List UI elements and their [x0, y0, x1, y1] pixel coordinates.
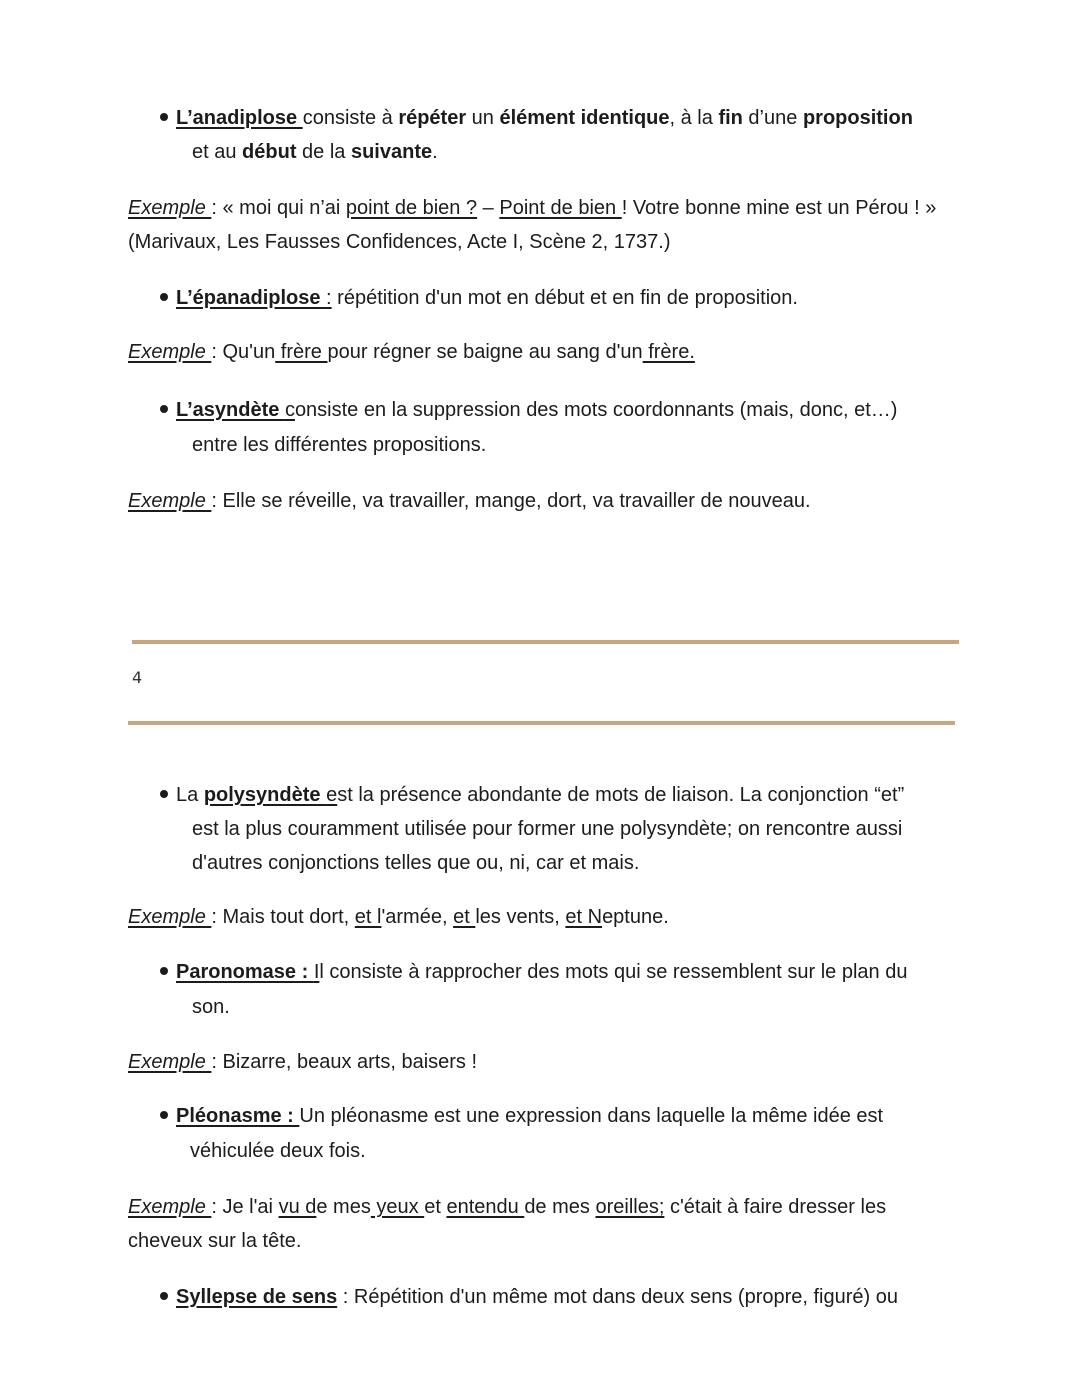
example-anadiplose: Exemple : « moi qui n’ai point de bien ? – Point de bien ! Votre bonne mine est un Pérou ! » — [128, 197, 937, 219]
polysyndete-item: La polysyndète est la présence abondante de mots de liaison. La conjonction “et” — [160, 781, 904, 809]
example-paronomase: Exemple : Bizarre, beaux arts, baisers ! — [128, 1051, 478, 1073]
bullet-icon — [160, 293, 168, 301]
bullet-icon — [160, 405, 168, 413]
pleonasme-item-cont: véhiculée deux fois. — [190, 1140, 366, 1162]
paronomase-item-cont: son. — [192, 996, 230, 1018]
bullet-icon — [160, 113, 168, 121]
example-asyndete: Exemple : Elle se réveille, va travailler, mange, dort, va travailler de nouveau. — [128, 490, 811, 512]
page-number: 4 — [132, 668, 143, 687]
anadiplose-item-cont: et au début de la suivante. — [192, 141, 438, 163]
example-pleonasme-cont: cheveux sur la tête. — [128, 1230, 302, 1252]
example-anadiplose-source: (Marivaux, Les Fausses Confidences, Acte I, Scène 2, 1737.) — [128, 231, 671, 253]
bullet-icon — [160, 790, 168, 798]
example-polysyndete: Exemple : Mais tout dort, et l'armée, et les vents, et Neptune. — [128, 906, 669, 928]
asyndete-item: L’asyndète consiste en la suppression des mots coordonnants (mais, donc, et…) — [160, 396, 897, 424]
page-rule-bottom — [128, 721, 955, 725]
paronomase-item: Paronomase : Il consiste à rapprocher des mots qui se ressemblent sur le plan du — [160, 958, 907, 986]
bullet-icon — [160, 1292, 168, 1300]
page-rule-top — [132, 640, 959, 644]
pleonasme-item: Pléonasme : Un pléonasme est une expression dans laquelle la même idée est — [160, 1102, 883, 1130]
bullet-icon — [160, 1111, 168, 1119]
asyndete-item-cont: entre les différentes propositions. — [192, 434, 487, 456]
polysyndete-item-cont2: d'autres conjonctions telles que ou, ni, car et mais. — [192, 852, 640, 874]
example-epanadiplose: Exemple : Qu'un frère pour régner se baigne au sang d'un frère. — [128, 341, 695, 363]
polysyndete-item-cont: est la plus couramment utilisée pour former une polysyndète; on rencontre aussi — [192, 818, 903, 840]
syllepse-item: Syllepse de sens : Répétition d'un même mot dans deux sens (propre, figuré) ou — [160, 1283, 898, 1311]
bullet-icon — [160, 967, 168, 975]
epanadiplose-item: L’épanadiplose : répétition d'un mot en début et en fin de proposition. — [160, 284, 798, 312]
example-pleonasme: Exemple : Je l'ai vu de mes yeux et entendu de mes oreilles; c'était à faire dresser les — [128, 1196, 887, 1218]
anadiplose-item: L’anadiplose consiste à répéter un élément identique, à la fin d’une proposition — [160, 104, 913, 132]
